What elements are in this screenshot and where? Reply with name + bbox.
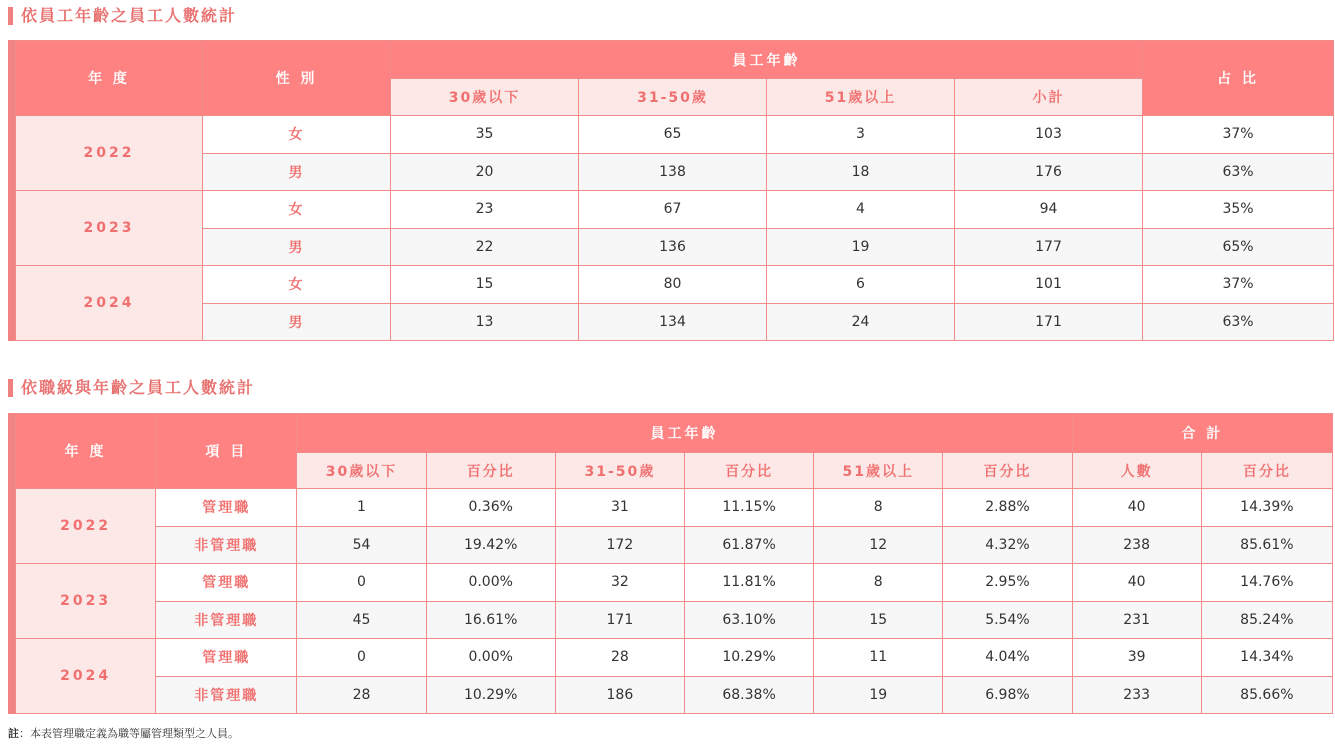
over51-pct-cell: 4.04%: [943, 639, 1072, 677]
gender-cell: 女: [203, 116, 391, 154]
total-count-cell: 40: [1072, 489, 1201, 527]
subtotal-cell: 177: [955, 228, 1143, 266]
gender-cell: 女: [203, 191, 391, 229]
over51-cell: 19: [767, 228, 955, 266]
subtotal-cell: 101: [955, 266, 1143, 304]
footnote: [8, 727, 239, 741]
section-title-rank-age: 依職級與年齡之員工人數統計: [8, 378, 255, 398]
total-pct-cell: 85.61%: [1201, 526, 1332, 564]
age31-50-cell: 138: [579, 153, 767, 191]
over51-pct-cell: 5.54%: [943, 601, 1072, 639]
age31-50-cell: 28: [555, 639, 684, 677]
age31-50-cell: 136: [579, 228, 767, 266]
total-count-cell: 40: [1072, 564, 1201, 602]
section-title-age: 依員工年齡之員工人數統計: [8, 6, 237, 26]
over51-cell: 8: [814, 489, 943, 527]
under30-cell: 22: [391, 228, 579, 266]
total-pct-cell: 14.34%: [1201, 639, 1332, 677]
header-over51: 51歲以上: [814, 453, 943, 489]
total-count-cell: 233: [1072, 676, 1201, 714]
gender-cell: 男: [203, 303, 391, 341]
header-year: 年 度: [16, 41, 203, 116]
under30-cell: 23: [391, 191, 579, 229]
age31-50-pct-cell: 11.81%: [684, 564, 813, 602]
header-under30: 30歲以下: [391, 79, 579, 116]
subtotal-cell: 94: [955, 191, 1143, 229]
over51-cell: 4: [767, 191, 955, 229]
table-row: [16, 153, 1334, 191]
over51-cell: 11: [814, 639, 943, 677]
age31-50-pct-cell: 11.15%: [684, 489, 813, 527]
header-31-50-pct: 百分比: [684, 453, 813, 489]
table-row: [16, 303, 1334, 341]
age31-50-cell: 172: [555, 526, 684, 564]
ratio-cell: 35%: [1143, 191, 1334, 229]
table-row: [16, 116, 1334, 154]
total-count-cell: 231: [1072, 601, 1201, 639]
item-cell: 管理職: [156, 639, 297, 677]
header-under30: 30歲以下: [297, 453, 426, 489]
header-year: 年 度: [16, 414, 156, 489]
item-cell: 非管理職: [156, 676, 297, 714]
age31-50-cell: 80: [579, 266, 767, 304]
over51-pct-cell: 2.95%: [943, 564, 1072, 602]
under30-cell: 0: [297, 564, 426, 602]
total-pct-cell: 14.39%: [1201, 489, 1332, 527]
year-cell: 2024: [16, 266, 203, 341]
header-31-50: 31-50歲: [555, 453, 684, 489]
year-cell: 2024: [16, 639, 156, 714]
table-row: [16, 639, 1333, 677]
under30-cell: 20: [391, 153, 579, 191]
table-employee-by-rank-age: [15, 413, 1333, 714]
under30-cell: 35: [391, 116, 579, 154]
header-over51: 51歲以上: [767, 79, 955, 116]
table-row: [16, 489, 1333, 527]
total-pct-cell: 85.66%: [1201, 676, 1332, 714]
item-cell: 非管理職: [156, 526, 297, 564]
header-total-pct: 百分比: [1201, 453, 1332, 489]
under30-cell: 54: [297, 526, 426, 564]
gender-cell: 女: [203, 266, 391, 304]
footnote-label: 註: [8, 727, 19, 740]
item-cell: 非管理職: [156, 601, 297, 639]
item-cell: 管理職: [156, 489, 297, 527]
table-row: [16, 676, 1333, 714]
ratio-cell: 37%: [1143, 266, 1334, 304]
age31-50-cell: 31: [555, 489, 684, 527]
age31-50-pct-cell: 63.10%: [684, 601, 813, 639]
header-gender: 性 別: [203, 41, 391, 116]
header-count: 人數: [1072, 453, 1201, 489]
under30-pct-cell: 16.61%: [426, 601, 555, 639]
under30-pct-cell: 0.36%: [426, 489, 555, 527]
header-total: 合 計: [1072, 414, 1332, 453]
under30-pct-cell: 10.29%: [426, 676, 555, 714]
header-age-group: 員工年齡: [297, 414, 1072, 453]
under30-cell: 45: [297, 601, 426, 639]
total-count-cell: 238: [1072, 526, 1201, 564]
header-ratio: 占 比: [1143, 41, 1334, 116]
age31-50-cell: 65: [579, 116, 767, 154]
under30-cell: 28: [297, 676, 426, 714]
header-subtotal: 小計: [955, 79, 1143, 116]
table-age-wrapper: [8, 40, 1333, 341]
header-under30-pct: 百分比: [426, 453, 555, 489]
table-row: [16, 228, 1334, 266]
under30-pct-cell: 19.42%: [426, 526, 555, 564]
year-cell: 2023: [16, 564, 156, 639]
header-age-group: 員工年齡: [391, 41, 1143, 79]
over51-cell: 12: [814, 526, 943, 564]
table-row: [16, 526, 1333, 564]
over51-pct-cell: 2.88%: [943, 489, 1072, 527]
age31-50-cell: 67: [579, 191, 767, 229]
table-row: [16, 191, 1334, 229]
table-row: [16, 601, 1333, 639]
under30-cell: 13: [391, 303, 579, 341]
subtotal-cell: 103: [955, 116, 1143, 154]
footnote-text: ：本表管理職定義為職等屬管理類型之人員。: [19, 727, 239, 740]
over51-cell: 3: [767, 116, 955, 154]
gender-cell: 男: [203, 228, 391, 266]
ratio-cell: 63%: [1143, 303, 1334, 341]
table-row: [16, 564, 1333, 602]
over51-pct-cell: 4.32%: [943, 526, 1072, 564]
year-cell: 2023: [16, 191, 203, 266]
subtotal-cell: 171: [955, 303, 1143, 341]
age31-50-cell: 32: [555, 564, 684, 602]
age31-50-cell: 134: [579, 303, 767, 341]
year-cell: 2022: [16, 489, 156, 564]
subtotal-cell: 176: [955, 153, 1143, 191]
header-over51-pct: 百分比: [943, 453, 1072, 489]
over51-cell: 8: [814, 564, 943, 602]
total-count-cell: 39: [1072, 639, 1201, 677]
table-row: [16, 266, 1334, 304]
ratio-cell: 65%: [1143, 228, 1334, 266]
header-item: 項 目: [156, 414, 297, 489]
gender-cell: 男: [203, 153, 391, 191]
under30-cell: 1: [297, 489, 426, 527]
age31-50-cell: 171: [555, 601, 684, 639]
ratio-cell: 37%: [1143, 116, 1334, 154]
header-31-50: 31-50歲: [579, 79, 767, 116]
total-pct-cell: 85.24%: [1201, 601, 1332, 639]
over51-cell: 15: [814, 601, 943, 639]
under30-cell: 15: [391, 266, 579, 304]
age31-50-cell: 186: [555, 676, 684, 714]
age31-50-pct-cell: 61.87%: [684, 526, 813, 564]
under30-pct-cell: 0.00%: [426, 639, 555, 677]
ratio-cell: 63%: [1143, 153, 1334, 191]
under30-pct-cell: 0.00%: [426, 564, 555, 602]
over51-cell: 18: [767, 153, 955, 191]
over51-pct-cell: 6.98%: [943, 676, 1072, 714]
over51-cell: 6: [767, 266, 955, 304]
under30-cell: 0: [297, 639, 426, 677]
table-employee-by-age: [15, 40, 1334, 341]
year-cell: 2022: [16, 116, 203, 191]
over51-cell: 24: [767, 303, 955, 341]
table-rank-age-wrapper: [8, 413, 1333, 714]
total-pct-cell: 14.76%: [1201, 564, 1332, 602]
item-cell: 管理職: [156, 564, 297, 602]
age31-50-pct-cell: 68.38%: [684, 676, 813, 714]
over51-cell: 19: [814, 676, 943, 714]
age31-50-pct-cell: 10.29%: [684, 639, 813, 677]
